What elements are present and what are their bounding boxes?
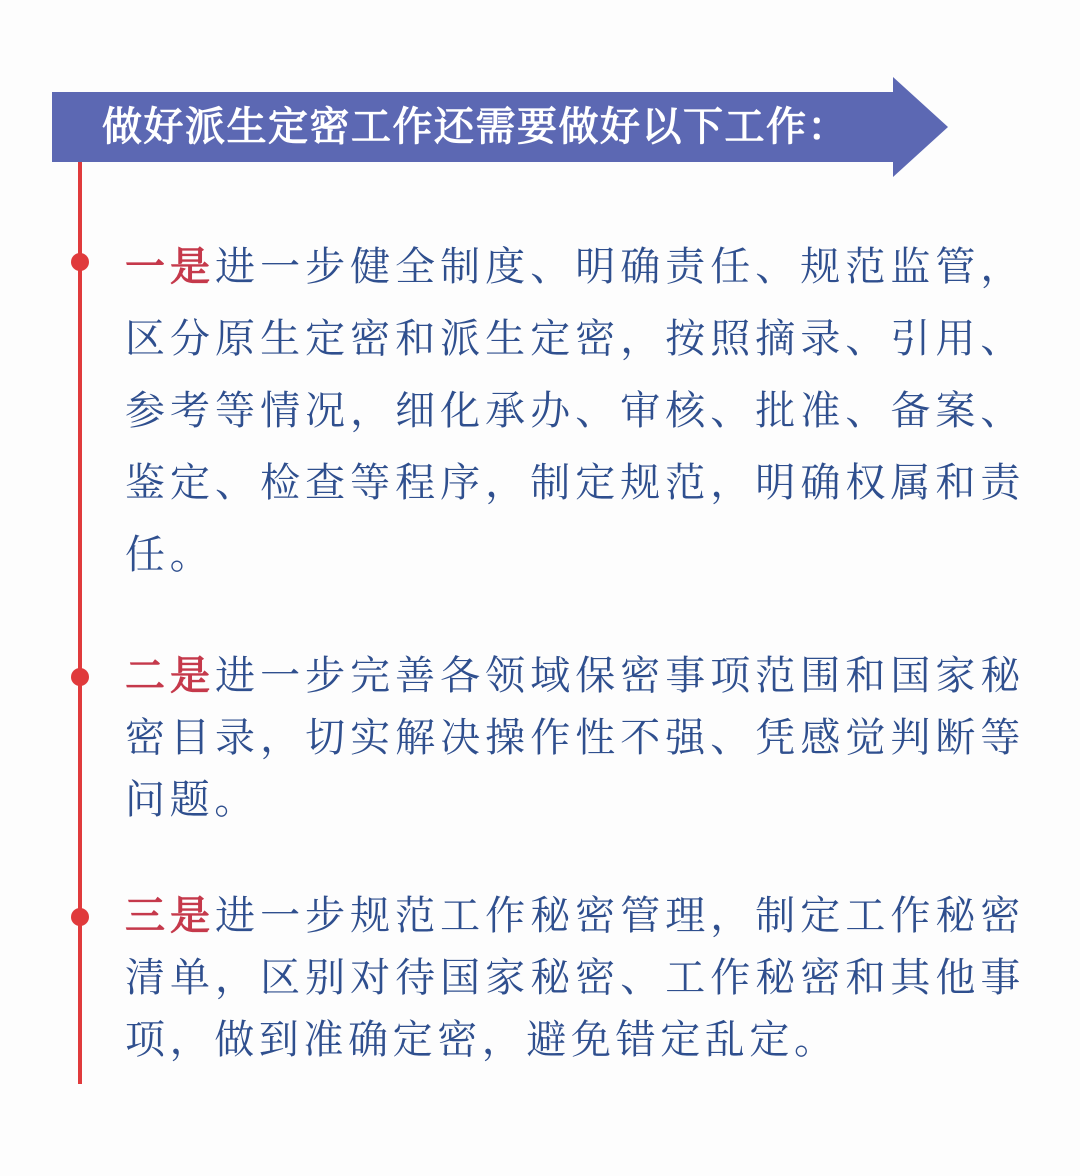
header-banner bbox=[52, 92, 893, 162]
banner-arrow-icon bbox=[893, 77, 948, 177]
timeline-dot-2 bbox=[71, 668, 89, 686]
paragraph-3-text: 进一步规范工作秘密管理，制定工作秘密清单，区别对待国家秘密、工作秘密和其他事项，做到准确定密，避免错定乱定。 bbox=[125, 894, 1025, 1062]
timeline-dot-3 bbox=[71, 908, 89, 926]
timeline-line bbox=[78, 160, 82, 1084]
paragraph-3 bbox=[125, 885, 1025, 1071]
paragraph-1 bbox=[125, 231, 1025, 591]
timeline-dot-1 bbox=[71, 253, 89, 271]
paragraph-2 bbox=[125, 645, 1025, 831]
paragraph-1-lead: 一是 bbox=[125, 245, 216, 289]
paragraph-1-text: 进一步健全制度、明确责任、规范监管，区分原生定密和派生定密，按照摘录、引用、参考等情况，细化承办、审核、批准、备案、鉴定、检查等程序，制定规范，明确权属和责任。 bbox=[125, 245, 1025, 577]
paragraph-2-lead: 二是 bbox=[125, 654, 216, 698]
header-title: 做好派生定密工作还需要做好以下工作： bbox=[102, 105, 849, 149]
paragraph-3-lead: 三是 bbox=[125, 894, 216, 938]
paragraph-2-text: 进一步完善各领域保密事项范围和国家秘密目录，切实解决操作性不强、凭感觉判断等问题。 bbox=[125, 654, 1025, 822]
